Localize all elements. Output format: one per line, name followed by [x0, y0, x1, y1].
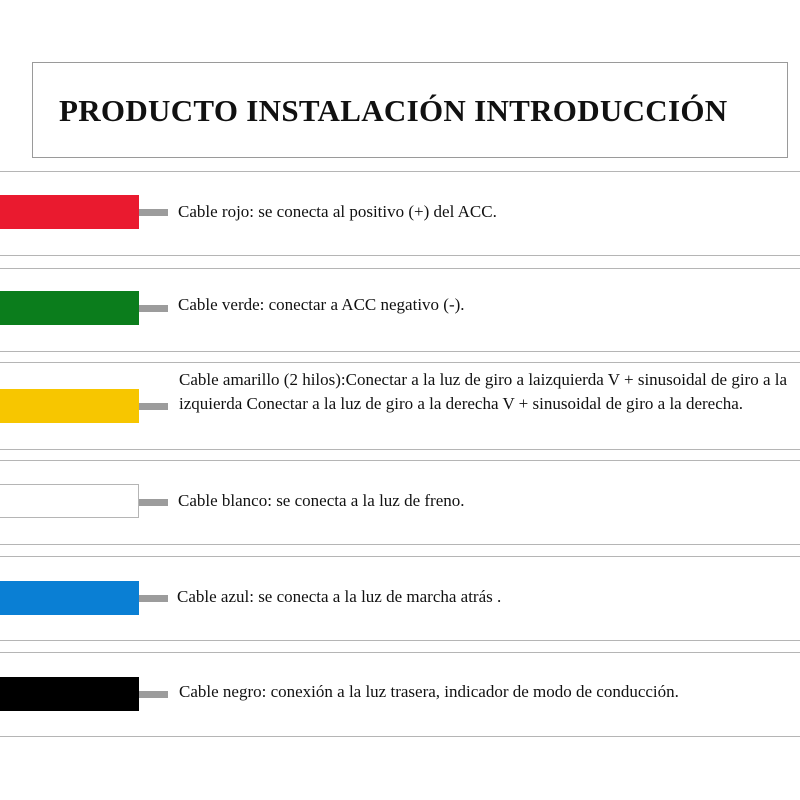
- cable-row-black: [0, 652, 800, 737]
- green-wire-icon: [0, 291, 139, 325]
- connector-icon: [139, 691, 168, 698]
- connector-icon: [139, 305, 168, 312]
- cable-description: Cable verde: conectar a ACC negativo (-).: [178, 295, 465, 314]
- cable-description: Cable rojo: se conecta al positivo (+) del ACC.: [178, 202, 497, 221]
- connector-icon: [139, 499, 168, 506]
- black-wire-icon: [0, 677, 139, 711]
- cable-description: Cable blanco: se conecta a la luz de freno.: [178, 491, 465, 510]
- page-title: PRODUCTO INSTALACIÓN INTRODUCCIÓN: [59, 93, 728, 128]
- cable-row-green: [0, 268, 800, 352]
- cable-row-blue: [0, 556, 800, 641]
- yellow-wire-icon: [0, 389, 139, 423]
- connector-icon: [139, 209, 168, 216]
- connector-icon: [139, 595, 168, 602]
- cable-description: Cable negro: conexión a la luz trasera, indicador de modo de conducción.: [179, 682, 679, 701]
- cable-row-red: [0, 171, 800, 256]
- title-box: [32, 62, 788, 158]
- red-wire-icon: [0, 195, 139, 229]
- cable-description: Cable amarillo (2 hilos):Conectar a la luz de giro a laizquierda V + sinusoidal de giro a la izquierda Conectar a la luz de giro a la derecha V + sinusoidal de giro a la derecha.: [179, 370, 788, 413]
- cable-row-yellow: [0, 362, 800, 450]
- cable-row-white: [0, 460, 800, 545]
- connector-icon: [139, 403, 168, 410]
- blue-wire-icon: [0, 581, 139, 615]
- white-wire-icon: [0, 484, 139, 518]
- cable-description: Cable azul: se conecta a la luz de marcha atrás .: [177, 587, 502, 606]
